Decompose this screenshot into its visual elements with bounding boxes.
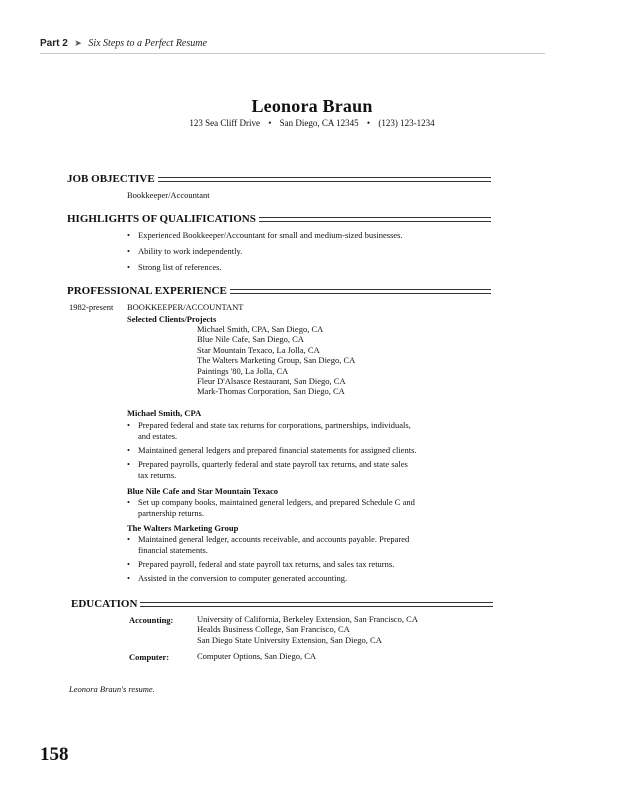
bullet-separator: • [366,118,371,128]
section-heading-label: JOB OBJECTIVE [67,173,155,185]
bullet: • [127,573,130,583]
bullet: • [127,459,130,469]
bullet: • [127,262,130,272]
highlights-list [127,230,403,278]
list-item: • Experienced Bookkeeper/Accountant for small and medium-sized businesses. [127,230,403,240]
list-item: • Prepared payroll, federal and state payroll tax returns, and sales tax returns. [127,559,395,569]
client-item: Fleur D'Alsasce Restaurant, San Diego, CA [197,376,346,387]
section-heading-label: PROFESSIONAL EXPERIENCE [67,285,227,297]
page-number: 158 [40,744,69,765]
project-heading: The Walters Marketing Group [127,523,239,533]
bullet: • [127,497,130,507]
section-heading-education [71,597,493,611]
client-item: Star Mountain Texaco, La Jolla, CA [197,344,320,355]
double-rule [140,602,493,607]
list-item: • Maintained general ledgers and prepared financial statements for assigned clients. [127,445,417,455]
clients-list [197,324,355,397]
list-item: • Assisted in the conversion to computer generated accounting. [127,573,348,583]
section-heading-highlights [67,212,491,226]
job-title: BOOKKEEPER/ACCOUNTANT [127,302,244,312]
project-heading: Michael Smith, CPA [127,408,202,418]
experience-dates: 1982-present [69,302,114,312]
phone: (123) 123-1234 [378,118,435,128]
list-item: • Prepared federal and state tax returns for corporations, partnerships, individuals, and estates. [127,420,411,441]
list-item: • Prepared payrolls, quarterly federal and state payroll tax returns, and state sales tax returns. [127,459,408,480]
section-heading-label: EDUCATION [71,598,138,610]
school-item: Healds Business College, San Francisco, CA [197,624,350,635]
project-heading: Blue Nile Cafe and Star Mountain Texaco [127,486,278,496]
accounting-label: Accounting: [129,615,174,625]
accounting-schools [197,614,418,645]
client-item: Blue Nile Cafe, San Diego, CA [197,334,304,345]
bullet: • [127,559,130,569]
section-heading-label: HIGHLIGHTS OF QUALIFICATIONS [67,213,256,225]
bullet-separator: • [268,118,272,128]
bullet: • [127,230,130,240]
address: 123 Sea Cliff Drive [189,118,260,128]
client-item: Paintings '80, La Jolla, CA [197,365,289,376]
computer-label: Computer: [129,652,170,662]
list-item: • Strong list of references. [127,262,222,272]
list-item: • Ability to work independently. [127,246,243,256]
school-item: San Diego State University Extension, San Diego, CA [197,634,382,645]
project-duties-list [127,534,409,587]
double-rule [158,177,491,182]
job-objective-text: Bookkeeper/Accountant [127,190,210,200]
bullet: • [127,246,130,256]
running-header [40,38,545,54]
section-heading-experience [67,284,491,298]
bullet: • [127,420,130,430]
client-item: Mark-Thomas Corporation, San Diego, CA [197,386,345,397]
city: San Diego, CA 12345 [279,118,359,128]
bullet: • [127,445,130,455]
resume-name: Leonora Braun [251,96,373,116]
part-label: Part 2 [40,38,68,49]
chapter-title: Six Steps to a Perfect Resume [88,38,207,49]
double-rule [259,217,491,222]
section-heading-job-objective [67,172,491,186]
school-item: University of California, Berkeley Extension, San Francisco, CA [197,614,418,624]
client-item: The Walters Marketing Group, San Diego, CA [197,355,356,366]
list-item: • Maintained general ledger, accounts receivable, and accounts payable. Prepared financial statements. [127,534,410,555]
figure-caption: Leonora Braun's resume. [69,684,155,694]
right-arrowhead-icon: ➤ [74,39,82,49]
project-duties-list [127,420,417,484]
client-item: Michael Smith, CPA, San Diego, CA [197,324,324,334]
computer-school: Computer Options, San Diego, CA [197,651,316,661]
clients-heading: Selected Clients/Projects [127,314,217,324]
project-duties-list [127,497,415,522]
list-item: • Set up company books, maintained general ledgers, and prepared Schedule C and partnership returns. [127,497,415,518]
contact-line [0,118,624,128]
bullet: • [127,534,130,544]
double-rule [230,289,491,294]
